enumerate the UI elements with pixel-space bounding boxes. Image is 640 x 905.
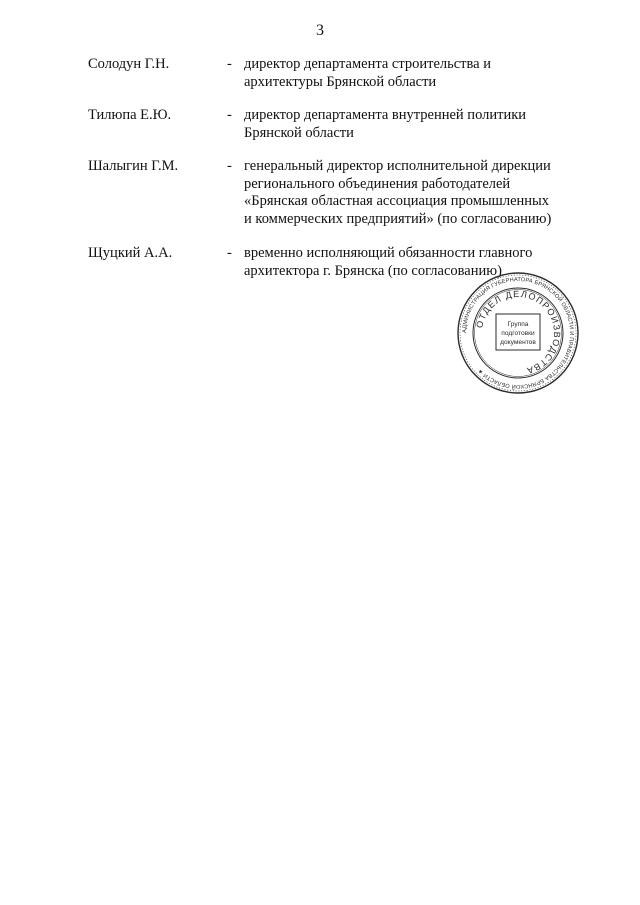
members-list bbox=[88, 56, 578, 280]
stamp-box-line-2: подготовки bbox=[501, 330, 535, 337]
member-dash: - bbox=[227, 56, 232, 72]
member-name: Тилюпа Е.Ю. bbox=[88, 107, 172, 123]
member-name: Солодун Г.Н. bbox=[88, 56, 170, 72]
stamp-outer-text: АДМИНИСТРАЦИЯ ГУБЕРНАТОРА БРЯНСКОЙ ОБЛАСТИ И ПРАВИТЕЛЬСТВА БРЯНСКОЙ ОБЛАСТИ ★ bbox=[461, 276, 575, 390]
stamp-inner-text: ОТДЕЛ ДЕЛОПРОИЗВОДСТВА bbox=[474, 288, 563, 377]
stamp-box-line-1: Группа bbox=[507, 321, 529, 328]
member-dash: - bbox=[227, 245, 232, 261]
member-name: Щуцкий А.А. bbox=[88, 245, 173, 261]
member-row bbox=[88, 107, 578, 142]
member-row bbox=[88, 56, 578, 91]
member-dash: - bbox=[227, 107, 232, 123]
member-row bbox=[88, 158, 578, 228]
stamp-graphic bbox=[456, 271, 580, 395]
member-name: Шалыгин Г.М. bbox=[88, 158, 179, 174]
page-number: 3 bbox=[316, 22, 324, 39]
member-dash: - bbox=[227, 158, 232, 174]
official-stamp bbox=[456, 271, 580, 395]
member-role: временно исполняющий обязанности главного архитектора г. Брянска (по согласованию) bbox=[244, 245, 533, 279]
member-role: директор департамента строительства и архитектуры Брянской области bbox=[244, 56, 491, 90]
member-role: генеральный директор исполнительной дирекции регионального объединения работодателей «Брянская областная ассоциация промышленных и коммерческих предприятий» (по согласованию) bbox=[244, 158, 552, 227]
stamp-box-line-3: документов bbox=[500, 339, 536, 346]
member-role: директор департамента внутренней политики Брянской области bbox=[244, 107, 527, 141]
